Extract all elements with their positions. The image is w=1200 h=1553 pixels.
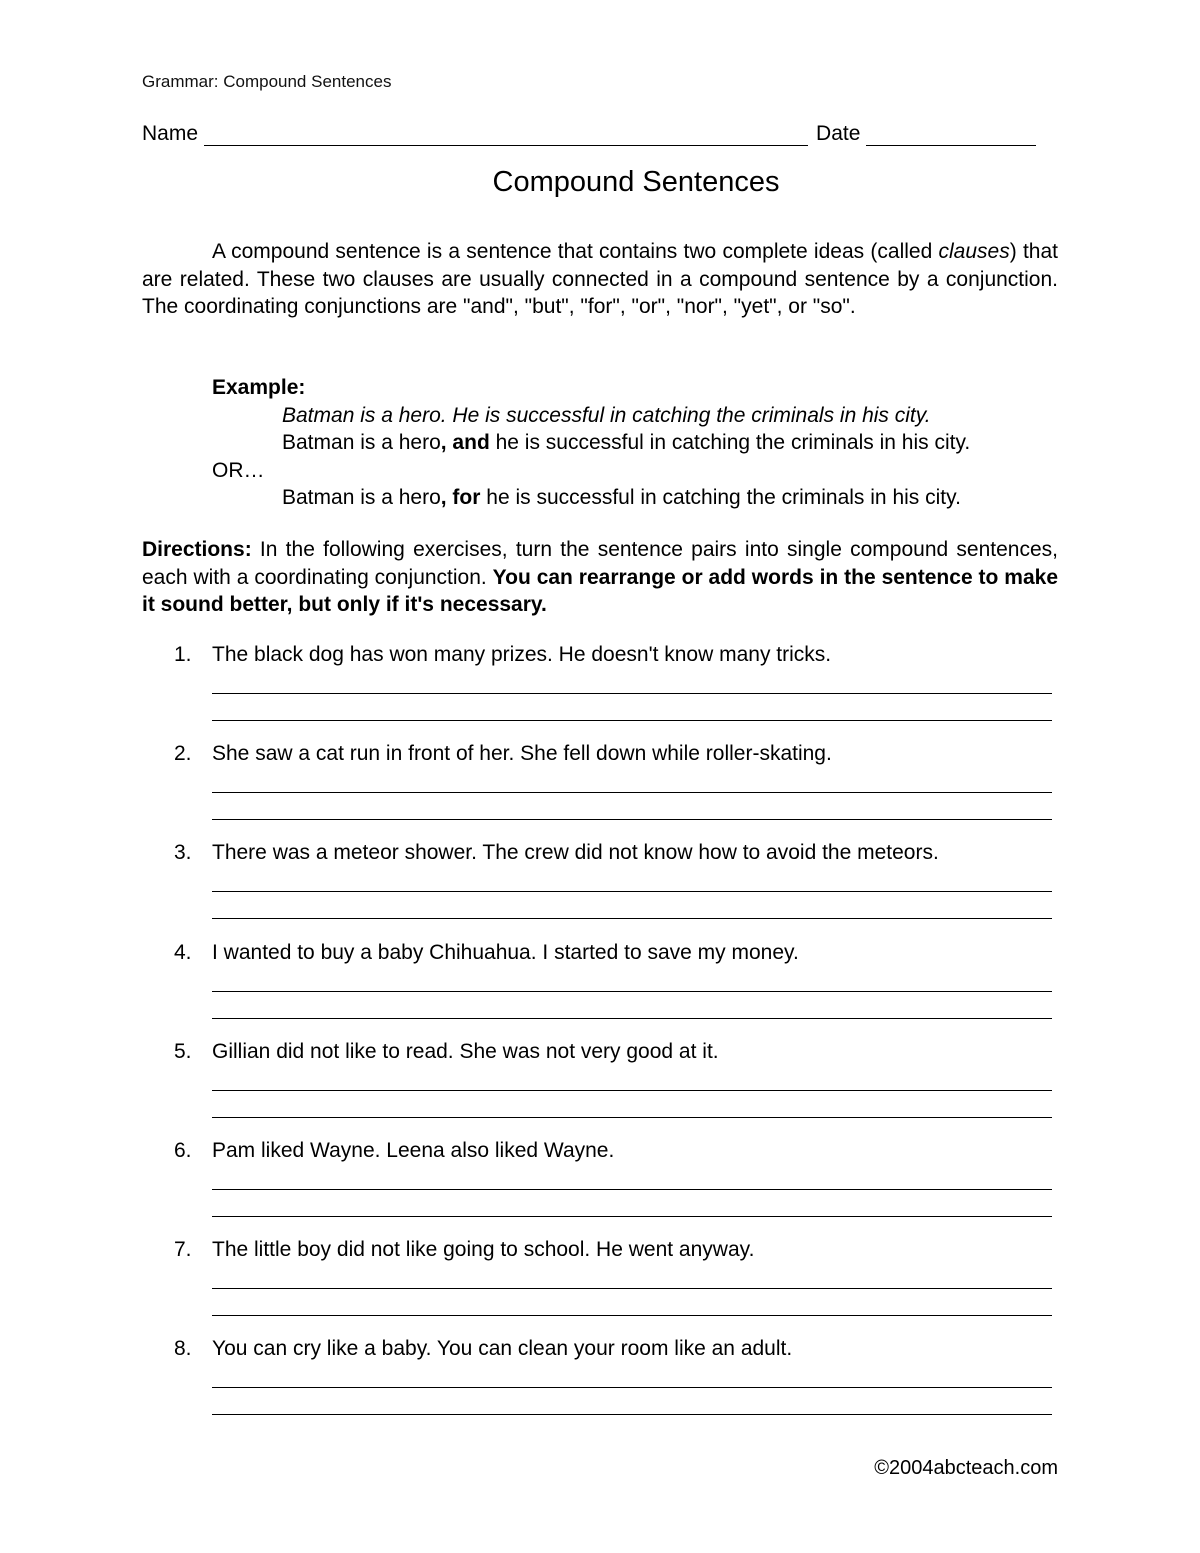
answer-line[interactable]: [212, 1216, 1052, 1217]
example-combined-for: [212, 484, 1072, 512]
answer-line[interactable]: [212, 1117, 1052, 1118]
directions-bold-text: You can rearrange or add words in the sentence to make it sound better, but only if it's necessary.: [142, 565, 1058, 616]
exercise-number: 5.: [174, 1039, 192, 1063]
answer-line[interactable]: [212, 720, 1052, 721]
exercise-prompt: Pam liked Wayne. Leena also liked Wayne.: [212, 1138, 615, 1162]
answer-line[interactable]: [212, 991, 1052, 992]
answer-line[interactable]: [212, 1018, 1052, 1019]
exercise-item-3: [142, 841, 1058, 940]
exercise-prompt: I wanted to buy a baby Chihuahua. I started to save my money.: [212, 940, 799, 964]
name-date-row: [142, 116, 1058, 146]
exercise-prompt: You can cry like a baby. You can clean your room like an adult.: [212, 1337, 793, 1361]
directions-paragraph: [142, 536, 1058, 619]
exercise-item-5: [142, 1040, 1058, 1139]
exercise-prompt: Gillian did not like to read. She was not very good at it.: [212, 1039, 719, 1063]
exercise-number: 1.: [174, 643, 192, 666]
subject-label: Grammar: Compound Sentences: [142, 72, 392, 91]
example-or-label: OR…: [212, 458, 265, 482]
exercise-item-7: [142, 1238, 1058, 1337]
exercise-item-4: [142, 941, 1058, 1040]
answer-line[interactable]: [212, 891, 1052, 892]
answer-line[interactable]: [212, 819, 1052, 820]
exercise-number: 2.: [174, 742, 192, 766]
exercise-number: 7.: [174, 1238, 192, 1262]
directions-text: In the following exercises, turn the sentence pairs into single compound sentences, each with a coordinating conjunction.: [142, 538, 1058, 589]
exercise-prompt: There was a meteor shower. The crew did not know how to avoid the meteors.: [212, 841, 939, 865]
copyright-notice: ©2004abcteach.com: [874, 1457, 1058, 1479]
exercise-prompt: The little boy did not like going to school. He went anyway.: [212, 1238, 755, 1262]
answer-line[interactable]: [212, 1090, 1052, 1091]
exercise-item-2: [142, 742, 1058, 841]
exercise-number: 8.: [174, 1337, 192, 1361]
answer-line[interactable]: [212, 1189, 1052, 1190]
example-heading: Example:: [212, 376, 306, 399]
answer-line[interactable]: [212, 693, 1052, 694]
answer-line[interactable]: [212, 1315, 1052, 1316]
example-and-conjunction: , and: [440, 431, 490, 454]
answer-line[interactable]: [212, 1288, 1052, 1289]
answer-line[interactable]: [212, 918, 1052, 919]
example-block: [212, 374, 1072, 512]
exercise-list: [142, 643, 1058, 1437]
exercise-prompt: The black dog has won many prizes. He doesn't know many tricks.: [212, 643, 832, 666]
exercise-number: 3.: [174, 841, 192, 865]
date-blank[interactable]: [866, 123, 1036, 146]
example-for-conjunction: , for: [440, 486, 481, 509]
answer-line[interactable]: [212, 1387, 1052, 1388]
example-combined-and: [212, 429, 1072, 457]
answer-line[interactable]: [212, 792, 1052, 793]
answer-line[interactable]: [212, 1414, 1052, 1415]
directions-label: Directions:: [142, 538, 252, 561]
example-and-before: Batman is a hero: [282, 431, 441, 454]
exercise-number: 6.: [174, 1138, 192, 1162]
example-for-before: Batman is a hero: [282, 486, 441, 509]
intro-text-1: A compound sentence is a sentence that contains two complete ideas (called: [212, 240, 939, 263]
exercise-item-8: [142, 1337, 1058, 1436]
date-label: Date: [816, 122, 861, 145]
intro-paragraph: [142, 238, 1058, 321]
page-title: Compound Sentences: [492, 166, 780, 198]
exercise-item-6: [142, 1139, 1058, 1238]
intro-text-2: ) that are related. These two clauses are usually connected in a compound sentence by a conjunction. The coordinating conjunctions are "and", "but", "for", "or", "nor", "yet", or "so".: [142, 240, 1058, 318]
name-blank[interactable]: [204, 123, 808, 146]
intro-italic-word: clauses: [938, 240, 1010, 263]
name-label: Name: [142, 122, 199, 145]
example-for-after: he is successful in catching the criminals in his city.: [480, 486, 961, 509]
exercise-number: 4.: [174, 940, 192, 964]
example-and-after: he is successful in catching the criminals in his city.: [489, 431, 971, 454]
exercise-prompt: She saw a cat run in front of her. She fell down while roller-skating.: [212, 742, 832, 766]
example-original: Batman is a hero. He is successful in catching the criminals in his city.: [282, 403, 931, 427]
exercise-item-1: [142, 643, 1058, 742]
